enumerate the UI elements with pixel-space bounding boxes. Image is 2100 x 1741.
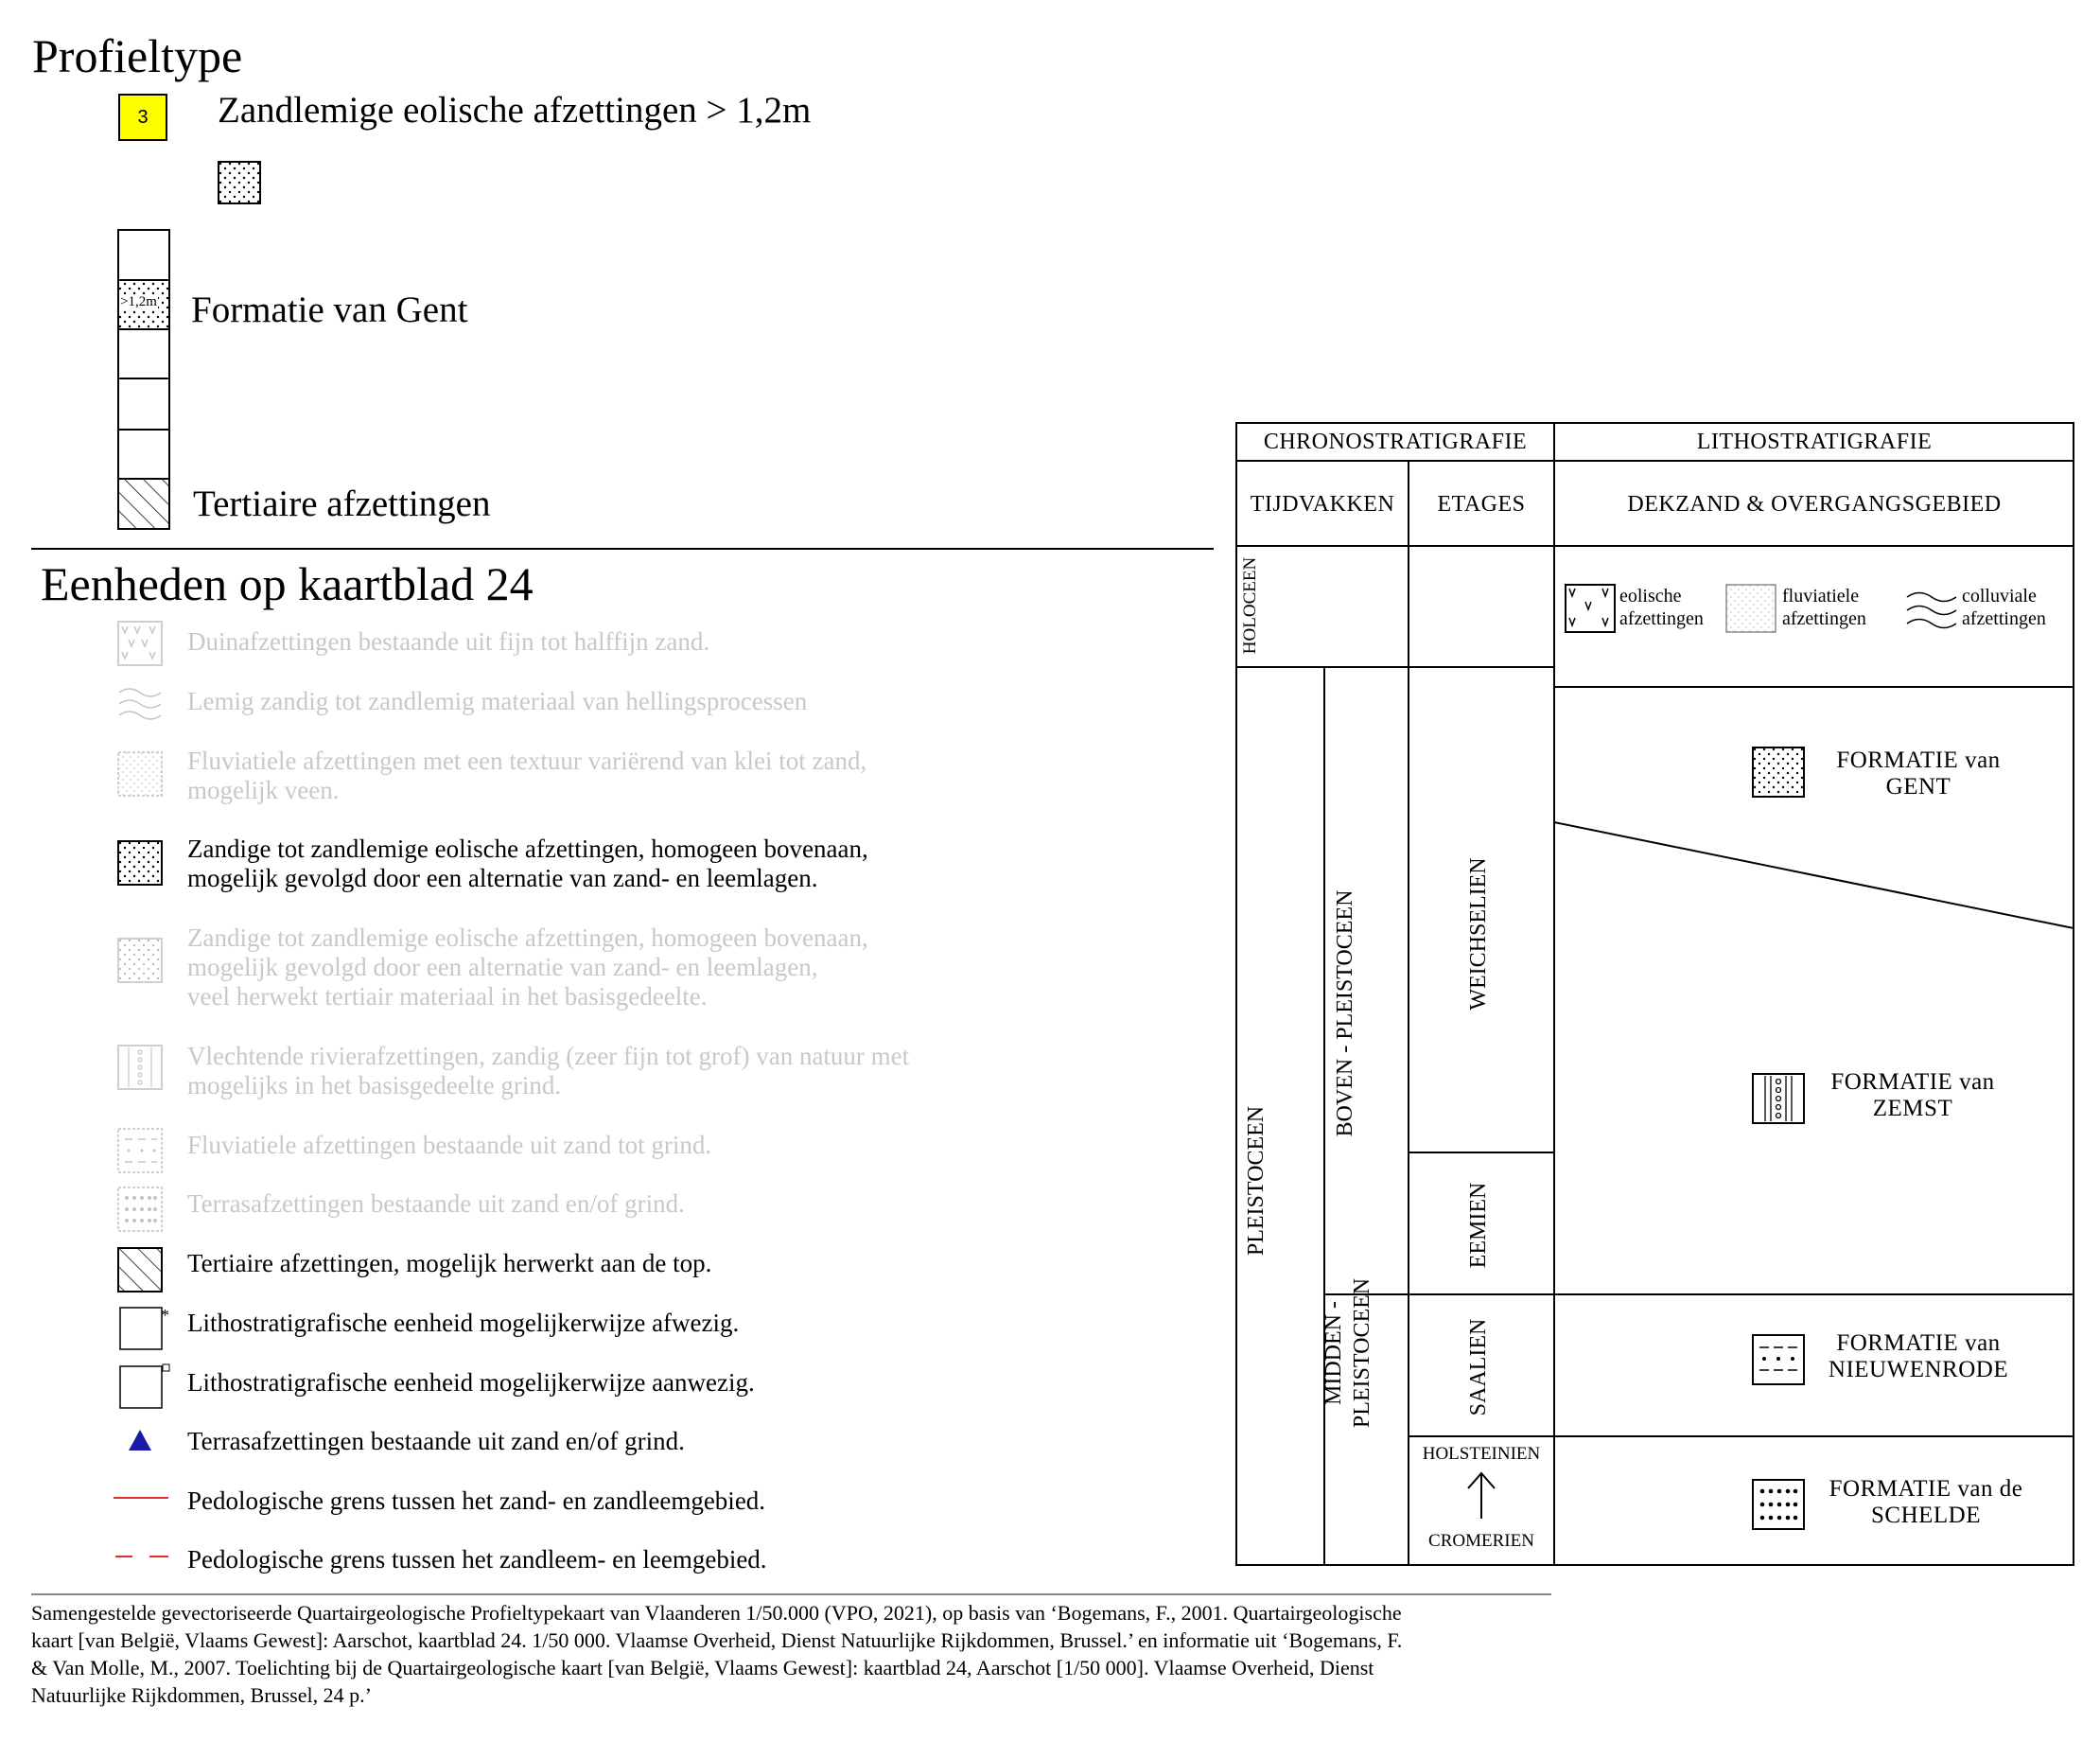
colluvial-wave-icon: [1905, 584, 1958, 635]
reference-divider: [31, 1593, 1551, 1595]
gent-label: Formatie van Gent: [191, 290, 468, 330]
fluvial-icon: [1725, 584, 1778, 635]
header-dekzand: DEKZAND & OVERGANGSGEBIED: [1627, 491, 2002, 517]
arrow-up-icon: [1464, 1469, 1498, 1521]
unit-grens-zand-zandleem: Pedologische grens tussen het zand- en zandleemgebied.: [187, 1486, 766, 1515]
eolian-v-icon: [1565, 584, 1618, 635]
formation-gent: FORMATIE van GENT: [1836, 747, 2001, 800]
fine-dot-icon: [117, 751, 163, 797]
holo-eolisch-label: eolische afzettingen: [1619, 586, 1704, 629]
unit-hellingsprocessen: Lemig zandig tot zandlemig materiaal van hellingsprocessen: [187, 687, 808, 715]
unit-tertiair: Tertiaire afzettingen, mogelijk herwerkt aan de top.: [187, 1249, 712, 1277]
label-pleistoceen: PLEISTOCEEN: [1244, 1105, 1269, 1257]
gent-dot-icon: [1752, 747, 1807, 800]
wave-icon: [117, 679, 163, 725]
formation-zemst: FORMATIE van ZEMST: [1830, 1069, 1995, 1121]
box-square-icon: [117, 1363, 174, 1410]
unit-terras: Terrasafzettingen bestaande uit zand en/of grind.: [187, 1427, 685, 1455]
profile-column: [117, 229, 170, 532]
unit-fluviatiel-zand-grind: Fluviatiele afzettingen bestaande uit zand tot grind.: [187, 1131, 712, 1159]
unit-vlechtende-rivier: Vlechtende rivierafzettingen, zandig (zeer fijn tot grof) van natuur met mogelijks in het basisgedeelte grind.: [187, 1042, 910, 1099]
dot-icon-faded: [117, 938, 163, 983]
box-asterisk-icon: [117, 1304, 174, 1351]
label-weichselien: WEICHSELIEN: [1466, 857, 1491, 1011]
zemst-braided-icon: [1752, 1073, 1807, 1126]
braided-icon: [117, 1045, 163, 1090]
reference-text: Samengestelde gevectoriseerde Quartairgeologische Profieltypekaart van Vlaanderen 1/50.000 (VPO, 2021), op basis van ‘Bogemans, F., 2001. Quartairgeologische kaart [van België, Vlaams Gewest]: Aarschot, kaartblad 24. 1/50 000. Vlaamse Overheid, Dienst Natuurlijke Rijkdommen, Brussel.’ en informatie uit ‘Bogemans, F. & Van Molle, M., 2007. Toelichting bij de Quartairgeologische kaart [van België, Vlaams Gewest]: kaartblad 24, Aarschot [1/50 000]. Vlaamse Overheid, Dienst Natuurlijke Rijkdommen, Brussel, 24 p.’: [31, 1601, 1403, 1707]
profile-description: Zandlemige eolische afzettingen > 1,2m: [218, 90, 812, 131]
label-eemien: EEMIEN: [1466, 1182, 1491, 1269]
blue-triangle-icon: [127, 1428, 153, 1452]
unit-grens-zandleem-leem: Pedologische grens tussen het zandleem- en leemgebied.: [187, 1545, 767, 1574]
unit-aanwezig: Lithostratigrafische eenheid mogelijkerwijze aanwezig.: [187, 1368, 755, 1397]
red-solid-line-icon: [114, 1493, 170, 1503]
label-holsteinien: HOLSTEINIEN: [1422, 1444, 1541, 1464]
formation-nieuwenrode: FORMATIE van NIEUWENRODE: [1828, 1330, 2009, 1382]
unit-afwezig: Lithostratigrafische eenheid mogelijkerwijze afwezig.: [187, 1309, 740, 1337]
unit-duinafzettingen: Duinafzettingen bestaande uit fijn tot halffijn zand.: [187, 627, 710, 656]
unit-fluviatiel-klei-zand: Fluviatiele afzettingen met een textuur variërend van klei tot zand, mogelijk veen.: [187, 747, 867, 804]
dash-dot-icon: [117, 1128, 163, 1173]
unit-eolisch-zandig: Zandige tot zandlemige eolische afzettingen, homogeen bovenaan, mogelijk gevolgd door een alternatie van zand- en leemlagen.: [187, 835, 868, 892]
label-midden-pleistoceen: MIDDEN - PLEISTOCEEN: [1321, 1277, 1374, 1429]
label-cromerien: CROMERIEN: [1428, 1531, 1534, 1551]
nieuwenrode-dash-dot-icon: [1752, 1334, 1807, 1387]
schelde-gravel-icon: [1752, 1479, 1807, 1532]
badge-label: 3: [137, 106, 149, 128]
section-divider: [31, 548, 1214, 550]
header-chronostratigrafie: CHRONOSTRATIGRAFIE: [1263, 429, 1528, 454]
column-depth-label: >1,2m: [120, 294, 157, 309]
unit-eolisch-tertiair: Zandige tot zandlemige eolische afzettingen, homogeen bovenaan, mogelijk gevolgd door een alternatie van zand- en leemlagen, veel herwekt tertiair materiaal in het basisgedeelte.: [187, 923, 868, 1011]
holo-fluviatiel-label: fluviatiele afzettingen: [1782, 586, 1866, 629]
units-title: Eenheden op kaartblad 24: [41, 557, 534, 610]
header-lithostratigrafie: LITHOSTRATIGRAFIE: [1696, 429, 1933, 454]
tertiary-label: Tertiaire afzettingen: [193, 484, 491, 524]
profile-title: Profieltype: [32, 29, 243, 82]
hatch-icon: [117, 1247, 163, 1293]
eolian-sand-icon: [218, 161, 261, 204]
unit-terras-faded: Terrasafzettingen bestaande uit zand en/of grind.: [187, 1189, 685, 1218]
header-tijdvakken: TIJDVAKKEN: [1250, 491, 1395, 517]
dune-v-icon: [117, 621, 163, 666]
profile-type-badge: [118, 94, 167, 141]
svg-text:*: *: [161, 1306, 169, 1325]
label-holoceen: HOLOCEEN: [1240, 556, 1260, 655]
label-saalien: SAALIEN: [1466, 1318, 1491, 1416]
dot-icon: [117, 840, 163, 886]
formation-schelde: FORMATIE van de SCHELDE: [1829, 1476, 2023, 1528]
header-etages: ETAGES: [1437, 491, 1526, 517]
holo-colluviaal-label: colluviale afzettingen: [1962, 586, 2046, 629]
label-boven-pleistoceen: BOVEN - PLEISTOCEEN: [1333, 889, 1357, 1137]
gravel-icon: [117, 1187, 163, 1232]
red-dashed-line-icon: [114, 1552, 170, 1561]
